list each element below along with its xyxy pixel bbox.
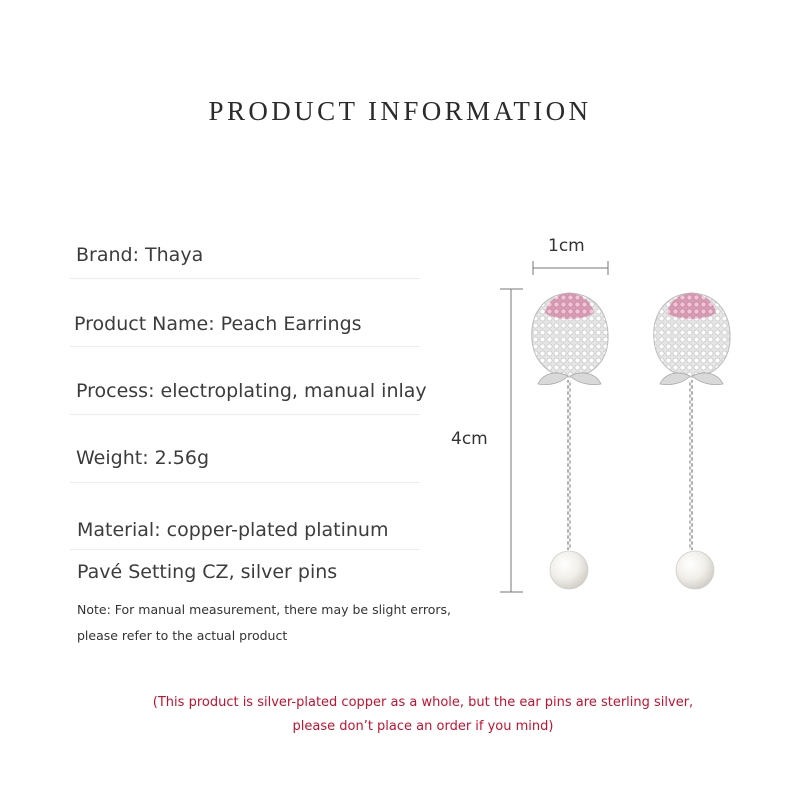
spec-process: Process: electroplating, manual inlay	[76, 380, 427, 402]
measurement-note: Note: For manual measurement, there may be slight errors,	[77, 602, 452, 617]
height-dimension-line	[500, 289, 523, 592]
earring-right	[654, 293, 730, 589]
earring-left	[532, 293, 608, 589]
material-warning: (This product is silver-plated copper as a whole, but the ear pins are sterling silver,	[152, 695, 694, 710]
width-label: 1cm	[548, 236, 585, 256]
material-warning: please don’t place an order if you mind)	[292, 719, 554, 734]
width-dimension-line	[533, 261, 608, 275]
spec-product-name: Product Name: Peach Earrings	[74, 313, 362, 335]
height-label: 4cm	[451, 429, 488, 449]
spec-setting: Pavé Setting CZ, silver pins	[77, 561, 338, 583]
page-title: PRODUCT INFORMATION	[208, 96, 592, 126]
spec-material: Material: copper-plated platinum	[77, 519, 389, 541]
measurement-note: please refer to the actual product	[77, 628, 288, 643]
spec-brand: Brand: Thaya	[76, 244, 204, 266]
spec-weight: Weight: 2.56g	[76, 447, 209, 469]
